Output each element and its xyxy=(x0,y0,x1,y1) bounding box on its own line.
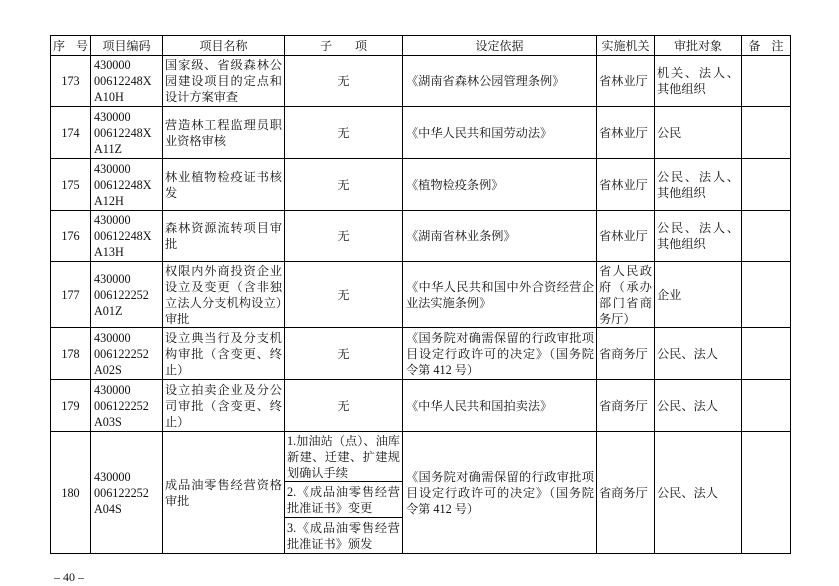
project-name-cell: 权限内外商投资企业设立及变更（含非独立法人分支机构设立）审批 xyxy=(163,262,285,328)
header-target: 审批对象 xyxy=(655,36,742,56)
code-line: A11Z xyxy=(94,141,122,156)
project-name-cell: 设立典当行及分支机构审批（含变更、终止） xyxy=(163,328,285,380)
remark-cell xyxy=(742,56,791,107)
header-no: 序 号 xyxy=(51,36,91,56)
header-authority: 实施机关 xyxy=(597,36,655,56)
sub-item-cell: 1.加油站（点）、油库新建、迁建、扩建规划确认手续 xyxy=(285,432,403,482)
table-row xyxy=(51,107,791,159)
code-line: 006122252 xyxy=(94,287,149,302)
target-cell: 公民、法人 xyxy=(655,432,742,554)
header-remark: 备 注 xyxy=(742,36,791,56)
project-name-cell: 国家级、省级森林公园建设项目的定点和设计方案审查 xyxy=(163,56,285,107)
row-no: 175 xyxy=(51,159,91,211)
authority-cell: 省林业厅 xyxy=(597,211,655,262)
target-cell: 企业 xyxy=(655,262,742,328)
authority-cell: 省人民政府（承办部门省商务厅） xyxy=(597,262,655,328)
code-line: 00612248X xyxy=(94,177,152,192)
remark-cell xyxy=(742,380,791,432)
legal-basis-cell: 《湖南省森林公园管理条例》 xyxy=(403,56,597,107)
authority-cell: 省商务厅 xyxy=(597,432,655,554)
table-row xyxy=(51,159,791,211)
code-line: 430000 xyxy=(94,161,131,176)
header-name: 项目名称 xyxy=(163,36,285,56)
code-line: 006122252 xyxy=(94,346,149,361)
authority-cell: 省林业厅 xyxy=(597,56,655,107)
target-cell: 机关、法人、其他组织 xyxy=(655,56,742,107)
code-line: 006122252 xyxy=(94,398,149,413)
remark-cell xyxy=(742,432,791,554)
sub-item-cell: 2.《成品油零售经营批准证书》变更 xyxy=(285,482,403,518)
code-line: 430000 xyxy=(94,58,131,72)
code-line: 006122252 xyxy=(94,485,149,500)
sub-item-cell: 无 xyxy=(285,328,403,380)
code-line: 430000 xyxy=(94,469,131,484)
code-line: A02S xyxy=(94,362,122,377)
table-header-row xyxy=(51,36,791,56)
project-code-cell xyxy=(91,211,163,262)
table-row xyxy=(51,211,791,262)
sub-item-cell: 无 xyxy=(285,56,403,107)
project-code-cell xyxy=(91,432,163,554)
sub-item-cell: 3.《成品油零售经营批准证书》颁发 xyxy=(285,518,403,554)
legal-basis-cell: 《植物检疫条例》 xyxy=(403,159,597,211)
legal-basis-cell: 《国务院对确需保留的行政审批项目设定行政许可的决定》（国务院令第 412 号） xyxy=(403,432,597,554)
authority-cell: 省林业厅 xyxy=(597,159,655,211)
target-cell: 公民、法人 xyxy=(655,328,742,380)
remark-cell xyxy=(742,211,791,262)
target-cell: 公民、法人、其他组织 xyxy=(655,159,742,211)
remark-cell xyxy=(742,107,791,159)
table-row xyxy=(51,56,791,107)
code-line: A01Z xyxy=(94,303,123,318)
project-name-cell: 营造林工程监理员职业资格审核 xyxy=(163,107,285,159)
page-number: – 40 – xyxy=(54,570,84,584)
project-code-cell xyxy=(91,159,163,211)
project-code-cell xyxy=(91,107,163,159)
legal-basis-cell: 《中华人民共和国拍卖法》 xyxy=(403,380,597,432)
code-line: 430000 xyxy=(94,271,131,286)
row-no: 176 xyxy=(51,211,91,262)
code-line: 430000 xyxy=(94,109,131,124)
sub-item-cell: 无 xyxy=(285,159,403,211)
code-line: 00612248X xyxy=(94,229,152,243)
remark-cell xyxy=(742,262,791,328)
code-line: 430000 xyxy=(94,330,131,345)
approval-items-table xyxy=(50,35,791,554)
authority-cell: 省林业厅 xyxy=(597,107,655,159)
table-row xyxy=(51,262,791,328)
legal-basis-cell: 《中华人民共和国中外合资经营企业法实施条例》 xyxy=(403,262,597,328)
authority-cell: 省商务厅 xyxy=(597,328,655,380)
remark-cell xyxy=(742,159,791,211)
table-row xyxy=(51,432,791,482)
project-code-cell xyxy=(91,262,163,328)
project-code-cell xyxy=(91,380,163,432)
code-line: A04S xyxy=(94,501,122,516)
code-line: 00612248X xyxy=(94,125,152,140)
project-code-cell xyxy=(91,56,163,107)
remark-cell xyxy=(742,328,791,380)
code-line: 00612248X xyxy=(94,74,152,88)
sub-item-cell: 无 xyxy=(285,262,403,328)
header-basis: 设定依据 xyxy=(403,36,597,56)
row-no: 178 xyxy=(51,328,91,380)
code-line: 430000 xyxy=(94,213,131,227)
authority-cell: 省商务厅 xyxy=(597,380,655,432)
code-line: A03S xyxy=(94,414,122,429)
sub-item-cell: 无 xyxy=(285,380,403,432)
row-no: 177 xyxy=(51,262,91,328)
code-line: A13H xyxy=(94,245,124,259)
project-name-cell: 林业植物检疫证书核发 xyxy=(163,159,285,211)
legal-basis-cell: 《国务院对确需保留的行政审批项目设定行政许可的决定》（国务院令第 412 号） xyxy=(403,328,597,380)
project-name-cell: 设立拍卖企业及分公司审批（含变更、终止） xyxy=(163,380,285,432)
header-code: 项目编码 xyxy=(91,36,163,56)
row-no: 179 xyxy=(51,380,91,432)
legal-basis-cell: 《中华人民共和国劳动法》 xyxy=(403,107,597,159)
row-no: 174 xyxy=(51,107,91,159)
sub-item-cell: 无 xyxy=(285,107,403,159)
code-line: A10H xyxy=(94,90,124,104)
project-code-cell xyxy=(91,328,163,380)
table-row xyxy=(51,380,791,432)
target-cell: 公民、法人 xyxy=(655,380,742,432)
row-no: 180 xyxy=(51,432,91,554)
legal-basis-cell: 《湖南省林业条例》 xyxy=(403,211,597,262)
sub-item-cell: 无 xyxy=(285,211,403,262)
project-name-cell: 森林资源流转项目审批 xyxy=(163,211,285,262)
target-cell: 公民、法人、其他组织 xyxy=(655,211,742,262)
row-no: 173 xyxy=(51,56,91,107)
code-line: 430000 xyxy=(94,382,131,397)
code-line: A12H xyxy=(94,193,124,208)
target-cell: 公民 xyxy=(655,107,742,159)
table-row xyxy=(51,328,791,380)
header-sub: 子 项 xyxy=(285,36,403,56)
project-name-cell: 成品油零售经营资格审批 xyxy=(163,432,285,554)
